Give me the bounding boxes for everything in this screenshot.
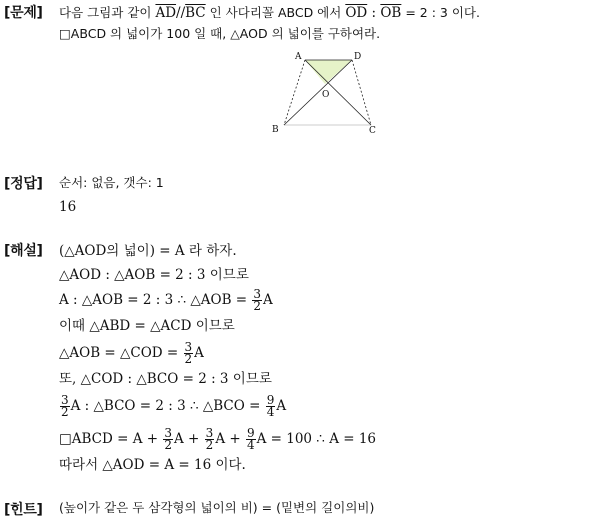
problem-tag: [문제] (4, 5, 43, 21)
fraction (252, 289, 262, 312)
label-o: O (322, 90, 330, 100)
hint-text (59, 500, 374, 516)
solution-line-3 (59, 289, 273, 312)
solution-text: □ABCD = A + (59, 431, 163, 447)
frac-den: 4 (246, 438, 255, 452)
shaded-triangle-aod (305, 60, 352, 84)
hint-body: (높이가 같은 두 삼각형의 넓이의 비) = (밑변의 길이의비) (59, 500, 375, 515)
problem-line-1 (59, 5, 480, 21)
segment-od: $\overline{OD}$ (345, 5, 368, 21)
solution-line-2: △AOD : △AOB = 2 : 3 이므로 (59, 267, 249, 283)
frac-num: 3 (61, 393, 69, 407)
frac-num: 3 (205, 426, 214, 440)
frac-num: 3 (184, 340, 193, 354)
solution-line-7 (59, 395, 286, 418)
fraction (246, 428, 256, 451)
problem-text: 다음 그림과 같이 (59, 5, 156, 20)
label-a: A (295, 52, 302, 62)
solution-line-8 (59, 428, 376, 451)
ratio-colon: : (367, 5, 381, 21)
fraction (184, 342, 194, 365)
frac-den: 4 (266, 405, 275, 419)
label-d: D (354, 52, 362, 62)
solution-text: A : △BCO = 2 : 3 ∴ △BCO = (70, 398, 265, 414)
frac-num: 3 (164, 426, 173, 440)
solution-line-9: 따라서 △AOD = A = 16 이다. (59, 457, 246, 473)
problem-text: □ABCD 의 넓이가 100 일 때, △AOD 의 넓이를 구하여라. (59, 26, 381, 41)
label-c: C (369, 126, 376, 136)
segment-bc: $\overline{BC}$ (185, 5, 206, 21)
solution-text: A (276, 398, 287, 414)
parallel-sign: // (176, 5, 186, 21)
trapezoid-figure (270, 52, 390, 142)
frac-den: 2 (61, 405, 69, 419)
solution-text: A : △AOB = 2 : 3 ∴ △AOB = (59, 292, 252, 308)
solution-text: A (194, 345, 204, 361)
solution-line-1: (△AOD의 넓이) = A 라 하자. (59, 243, 237, 259)
frac-den: 2 (253, 299, 262, 313)
solution-text: A + (174, 431, 204, 447)
segment-ad: $\overline{AD}$ (155, 5, 177, 21)
frac-den: 2 (184, 352, 193, 366)
frac-num: 9 (266, 393, 275, 407)
frac-den: 2 (205, 438, 214, 452)
solution-text: A = 100 ∴ A = 16 (256, 431, 377, 447)
hint-tag: [힌트] (4, 502, 43, 518)
fraction (163, 428, 173, 451)
solution-text: △AOB = △COD = (59, 345, 183, 361)
problem-text: 인 사다리꼴 ABCD 에서 (205, 5, 346, 20)
solution-tag: [해설] (4, 243, 43, 259)
segment-ob: $\overline{OB}$ (380, 5, 402, 21)
frac-num: 9 (246, 426, 255, 440)
solution-line-4: 이때 △ABD = △ACD 이므로 (59, 318, 235, 334)
solution-text: A (263, 292, 273, 308)
problem-text: = 2 : 3 이다. (401, 5, 480, 20)
fraction (60, 395, 70, 418)
solution-text: A + (215, 431, 245, 447)
solution-line-5 (59, 342, 204, 365)
label-b: B (272, 125, 279, 135)
frac-num: 3 (253, 287, 262, 301)
fraction (205, 428, 215, 451)
problem-line-2 (59, 26, 380, 42)
frac-den: 2 (164, 438, 173, 452)
answer-tag: [정답] (4, 176, 43, 192)
answer-meta (59, 175, 164, 191)
solution-line-6: 또, △COD : △BCO = 2 : 3 이므로 (59, 371, 272, 387)
answer-meta-text: 순서: 없음, 갯수: 1 (59, 175, 164, 190)
fraction (266, 395, 276, 418)
answer-value: 16 (59, 199, 77, 215)
